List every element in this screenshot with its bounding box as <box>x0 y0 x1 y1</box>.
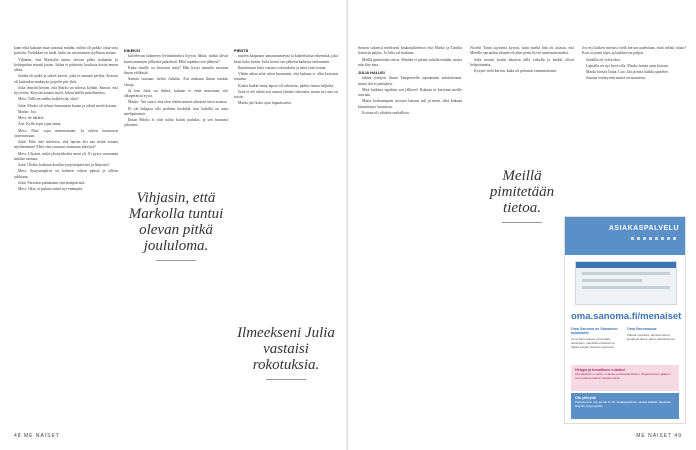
decorative-dots <box>631 237 679 240</box>
page-folio: 48 ME NAISET <box>14 433 60 439</box>
paragraph: Ei ole helppoa olla perheen keskellä, kun kaikilla on oma mielipiteensä. <box>124 106 228 116</box>
paragraph: Lapsella on nyt hyvä olla. Marko hoitaa asiat kotona. <box>586 63 669 68</box>
contact-band <box>571 393 679 419</box>
pull-quote <box>124 190 228 261</box>
pull-quote-text: Vihjasin, että Markolla tuntui olevan pitkä joululoma. <box>128 190 224 254</box>
paragraph: Mesi: Se hätiköi. <box>18 116 45 120</box>
ad-column-body: Vaihda osoitetta, tarkista laskut, keskeytä tilaus, katso tilaushistoria. <box>627 333 676 342</box>
paragraph: Juliala oli pitkä ja sitkeä kaveri, joka ei antanut periksi. Kotona oli kuitenkin mukavaa ja perhe piti yhtä. <box>14 74 118 84</box>
paragraph: Ilman Marko ei olisi tullut kotiin jouluksi, ja sen huomasi jokainen. <box>124 118 228 128</box>
paragraph: Julia: Paraskin puhumaan syntymäpäivistä. <box>18 180 86 185</box>
paragraph: Koska kaikki muut lapset oli rokotettu, päätös tuntui helpolta. <box>238 83 335 88</box>
paragraph: Viljaatin, että Markolla tuntui olevan pitkä jouluaika ja kotiinpaluu muutti jotain. Juliaa ei päästetty koulusta kotiin ennen aikaa. <box>14 57 118 72</box>
page-folio: ME NAISET 49 <box>636 433 682 439</box>
paragraph: Mesi: Syntymäpäivä on kolmen viikon päästä ja silloin juhlitaan. <box>14 169 118 179</box>
pull-quote <box>470 168 574 223</box>
paragraph-lead: JULIA HALUSI <box>358 70 385 75</box>
paragraph: Julia: Eikö tule mielessä, että lapsen äiti saa tietää asiasta myöhemmin? Mitä olen joutunut ottamaan yhteyttä? <box>14 140 118 150</box>
paragraph: Mitä kaikkea tapahtui sen jälkeen? Kukaan ei kertonut meille suoraan. <box>358 87 462 97</box>
paragraph: Juliallla oli selvä idea. <box>586 57 621 62</box>
paragraph: Sanoin sokeasti mielisesti kaukonäköisesti että Marko ja Tanelia lisäsivät paljon. Ja Julia oli mukana. <box>358 46 462 56</box>
paragraph: Nooshi Tatun sijaisena kysyin, mitä mieltä hän oli asiasta, että Merelle sairauden tilanne oli alun perin hyvin tuntemattomaksi. <box>470 46 574 56</box>
paragraph: Julia: Oletko koskaan kuullut syntymäpäivistä ja lahjoista? <box>18 163 110 167</box>
paragraph: Kysyin vielä kerran, kuka oli puhunut ensimmäisenä. <box>474 69 557 73</box>
paragraph: Jutussa esiintyvien nimiä on muutettu. <box>586 76 646 81</box>
paragraph: Marko hoitaa Tatua. Luo: Jää ja mitä kaikki ajattelee. <box>586 70 669 74</box>
paragraph: Ja kun Julia sai lähteä, kukaan ei enää muistanut sitä alkuperäistä syytä. <box>124 88 228 98</box>
band-title: Helppo ja turvallinen e-lasku! <box>575 368 625 372</box>
paragraph: Kuka sinulle on kertonut tästä? Hän kysyi minulta suoraan ilman välikäsiä. <box>124 65 228 75</box>
article-column-1 <box>358 46 462 430</box>
e-invoice-band <box>571 365 679 391</box>
right-page <box>348 0 696 450</box>
paragraph: Äiti: Kyllä sopu sijaa antaa. <box>18 122 62 127</box>
ad-header-title: ASIAKASPALVELU <box>608 225 679 232</box>
paragraph: Jos nyt kaiken miettisi vielä kerran uudestaan, mitä tekisit toisin? Kun on pieni lapsi ja kaikkea on paljon. <box>582 46 686 56</box>
ad-column-2 <box>627 327 679 341</box>
paragraph: Mesi: Niin, sopu nimenomaan. Ja tuleen luonnoton onnettomuus. <box>14 128 118 138</box>
divider <box>502 222 542 223</box>
paragraph: nuoren kaipuuna samaantuntevaa ja kaikenlaista tekemistä, joka kesti koko kesän. Julia kertoi sen jälkeen kaikesta tarkemmin. <box>234 54 338 64</box>
paragraph: Marko piti koko ajan lupauksensa. <box>238 101 292 106</box>
divider <box>266 379 306 380</box>
ad-column-title: Oma Sanomassa: <box>627 327 658 331</box>
paragraph: kaivelevan tilanneen levittämiseksi kyyyin lähtiä, mitkä olivat kuntoutumisen jälkeisiä päätöksiä. Mitä tapahtui sen jälkeen? <box>124 54 228 64</box>
paragraph: Mesi: Uljaasti, mikä yksityiskohta meni yli. Ei pysty sanomaan mitään varmaa. <box>14 151 118 161</box>
article-column-1 <box>14 46 118 430</box>
paragraph: Julia ei ole tähän asti saanut yhtään rokotusta, mutta nyt asia on toisin. <box>234 89 338 99</box>
ad-column-1 <box>571 327 623 350</box>
ad-column-body: Oma Sanomassa voit hoitaa tilauksiasi, päivittää osoitteesi ja hallita etujasi helposti verkossa. <box>571 337 615 350</box>
paragraph: lähteä tyttöjen ilman Tampereelle tapaamaan sukulaisiaan, mutta äiti ei päästänyt. <box>358 76 462 86</box>
paragraph: Vähän aikaa siitä sitten huomasin, että kukaan ei ollut kertonut totuutta. <box>234 72 338 82</box>
paragraph: Julia ilmoitti kerran, että Marko on tulossa kylään. Sanoin, että hyvä niin. Kerroin asiasta myös Julian äidille puhelimessa. <box>14 85 118 95</box>
customer-service-ad <box>564 216 686 424</box>
paragraph: kaan eikä kukaan mua sanonut mitään, mihin oli pakko ottaa uusi puhelin. Vieläkään en tiedä, kuka on varsinainen syyllinen asiaan. <box>14 46 118 56</box>
paragraph: Kotona oli vihdoin rauhallista. <box>362 110 410 115</box>
paragraph: Meillä pimitetään tietoa. Meidän ei pitäisi salailla mitään, mutta niin käy aina. <box>358 57 462 67</box>
article-column-3 <box>582 46 686 196</box>
band-body: Palvelemme ma–pe klo 8–18. Asiakaspalvelu vastaa kaikkiin tilauksiin liittyviin kysymyksiin. <box>575 400 671 409</box>
band-body: Ota käyttöön e-lasku omassa verkkopankissasi. Kirjautumisen jälkeen voit maksaa laskut vaivattomasti. <box>575 372 671 381</box>
paragraph: Mesi: Tällä on melko helkeä tila, eikö? <box>18 97 79 102</box>
paragraph: Julia muutti kotiin takaisin tällä viikolla ja kaikki olivat helpottuneita. <box>470 57 574 67</box>
ad-header <box>565 217 685 255</box>
divider <box>156 260 196 261</box>
website-screenshot-image <box>575 261 677 305</box>
paragraph: Mutta korkeampien arvojen lainaus tuli ja meni, eikä kukaan kiinnittänyt huomiota. <box>358 99 462 109</box>
paragraph: Ilmoitetaan Julia vastaisi rokotuksiin ja mitä siitä seuraa. <box>238 65 327 70</box>
paragraph: Marko: Joo. <box>18 109 37 114</box>
paragraph: Julia: Marko oli tehnyt hommiaan kauan ja odotti meitä kotona. <box>18 103 118 108</box>
paragraph: Sanoin suoraan: tiedot Julialta. Äiti mukana ilman mitään ehtoja. <box>124 77 228 87</box>
ad-url: oma.sanoma.fi/menaiset <box>571 311 682 322</box>
paragraph: Marko: Äiti sanoi, että olen ehdottomasti oikeassa tässä asiassa. <box>128 100 228 105</box>
ad-column-title: Oma Sanoma on Sanomien asiakkaille <box>571 327 618 335</box>
paragraph-lead: KIKEKSI <box>124 48 140 53</box>
pull-quote-2 <box>234 325 338 380</box>
paragraph-lead: PIENTÄ <box>234 48 249 53</box>
paragraph: Mesi: Okei, ei puhuta niistä nyt enempää. <box>18 187 83 191</box>
pull-quote-text: Ilmeekseni Julia vastaisi rokotuksia. <box>237 325 335 373</box>
pull-quote-text: Meillä pimitetään tietoa. <box>489 168 555 216</box>
band-title: Ota yhteyttä <box>575 396 596 400</box>
